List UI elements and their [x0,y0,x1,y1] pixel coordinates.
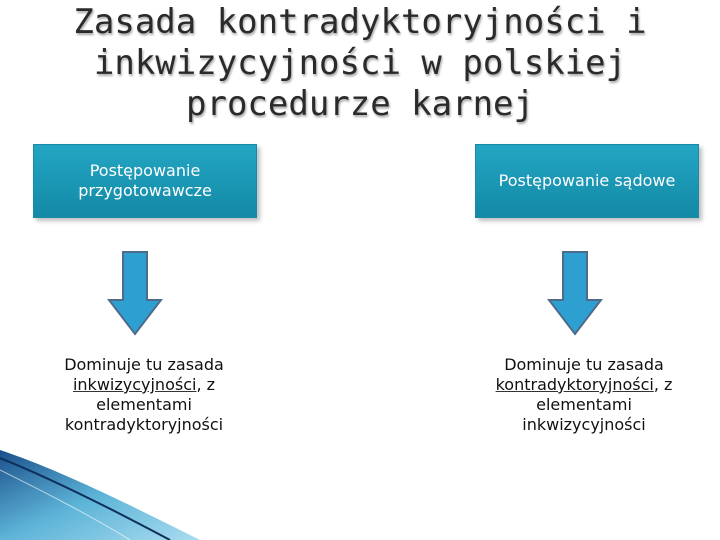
desc-line-term [24,375,264,395]
desc-line: inkwizycyjności [522,415,646,434]
slide-title: Zasada kontradyktoryjności i inkwizycyjności w polskiej procedurze karnej [73,2,647,124]
desc-line: Dominuje tu zasada [64,355,224,374]
desc-line: elementami [96,395,192,414]
desc-line: elementami [536,395,632,414]
description-left [24,355,264,435]
desc-term: inkwizycyjności [72,375,197,394]
desc-suffix: , z [196,375,216,394]
desc-line-term [464,375,704,395]
desc-term: kontradyktoryjności [495,375,654,394]
down-arrow-icon [547,250,603,336]
box-label: Postępowanie sądowe [498,171,676,190]
box-pretrial-proceedings [33,144,257,218]
desc-line: kontradyktoryjności [64,415,224,434]
desc-line: Dominuje tu zasada [504,355,664,374]
description-right [464,355,704,435]
box-court-proceedings [475,144,699,218]
desc-suffix: , z [653,375,673,394]
decorative-corner-swoosh [0,450,200,540]
down-arrow-icon [107,250,163,336]
box-label: Postępowanie przygotowawcze [78,161,212,200]
